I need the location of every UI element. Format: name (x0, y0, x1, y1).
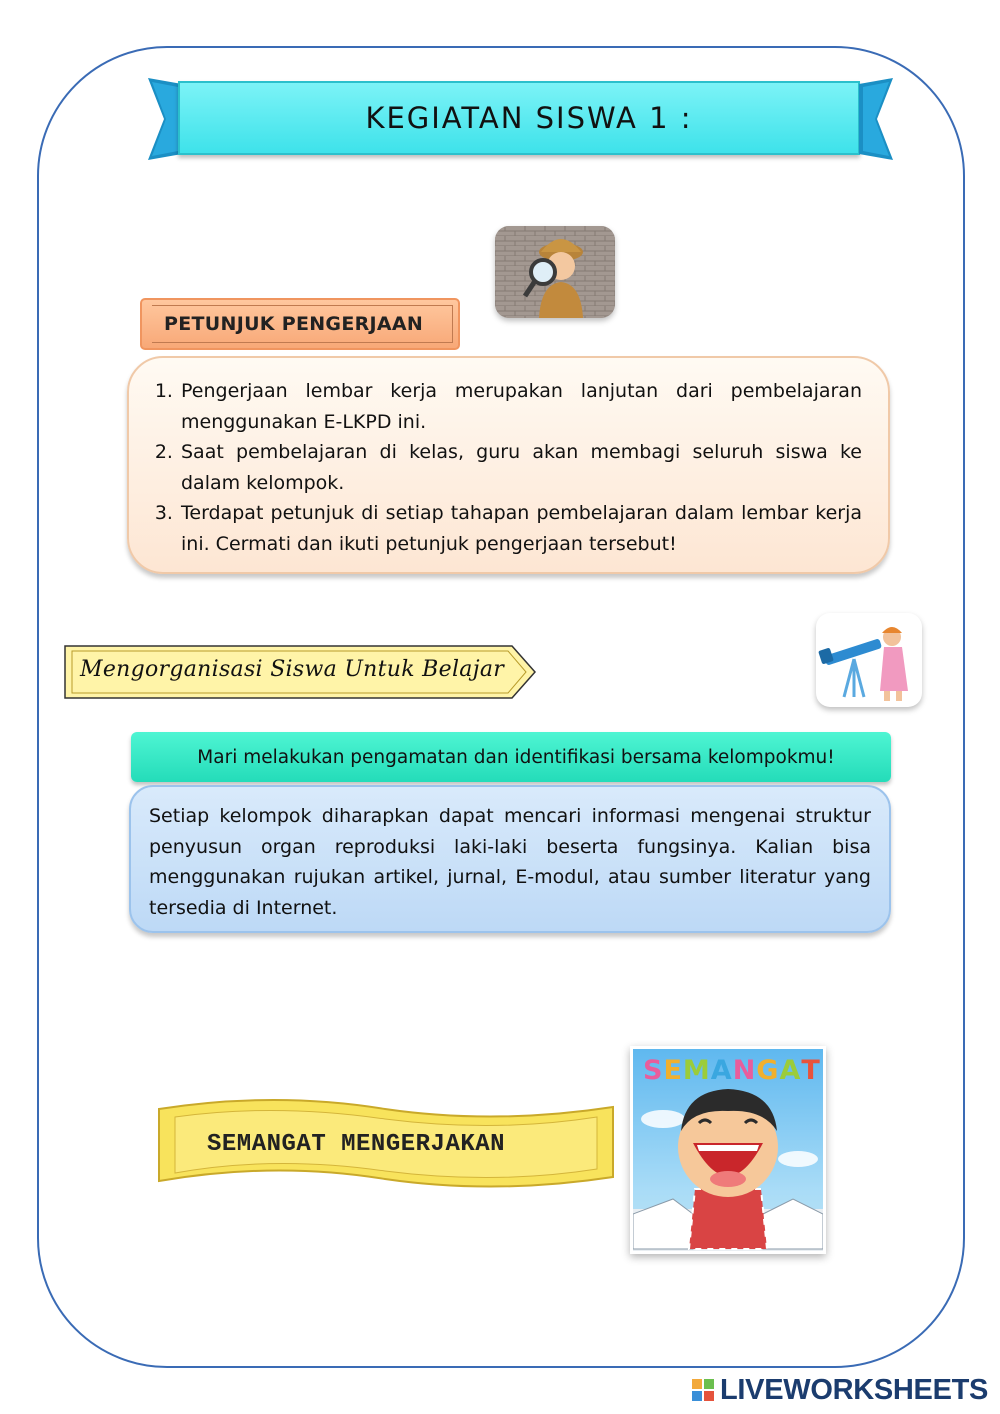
list-item: 3. Terdapat petunjuk di setiap tahapan pembelajaran dalam lembar kerja ini. Cermati dan ikuti petunjuk pengerjaan tersebut! (179, 498, 862, 559)
petunjuk-list-box (127, 356, 890, 574)
list-item: 2. Saat pembelajaran di kelas, guru akan membagi seluruh siswa ke dalam kelompok. (179, 437, 862, 498)
petunjuk-heading: PETUNJUK PENGERJAAN (164, 313, 424, 335)
semangat-banner-text: SEMANGAT MENGERJAKAN (207, 1131, 506, 1158)
ribbon-right-end (859, 78, 893, 160)
watermark (692, 1374, 988, 1407)
activity-info-box (129, 785, 891, 933)
ribbon-left-end (148, 78, 182, 160)
semangat-illustration (630, 1046, 826, 1254)
organisasi-text: Mengorganisasi Siswa Untuk Belajar (80, 657, 505, 682)
list-item: 1. Pengerjaan lembar kerja merupakan lanjutan dari pembelajaran menggunakan E-LKPD ini. (179, 376, 862, 437)
petunjuk-heading-box (140, 298, 460, 350)
title-box (178, 81, 860, 155)
liveworksheets-logo-icon (692, 1379, 716, 1403)
watermark-text: LIVEWORKSHEETS (720, 1374, 989, 1406)
activity-heading: Mari melakukan pengamatan dan identifikasi bersama kelompokmu! (197, 746, 835, 768)
activity-body: Setiap kelompok diharapkan dapat mencari informasi mengenai struktur penyusun organ reproduksi laki-laki beserta fungsinya. Kalian bisa menggunakan rujukan artikel, jurnal, E-modul, atau sumber literatur yang tersedia di Internet. (149, 805, 871, 919)
page-title: KEGIATAN SISWA 1 : (365, 101, 693, 135)
semangat-banner (155, 1095, 617, 1195)
organisasi-label (64, 645, 536, 699)
telescope-icon (816, 613, 922, 707)
title-banner (148, 78, 893, 160)
activity-heading-bar (131, 732, 891, 782)
semangat-picture-word: SEMANGAT (643, 1055, 821, 1086)
detective-icon (495, 226, 615, 318)
petunjuk-list (129, 358, 888, 559)
